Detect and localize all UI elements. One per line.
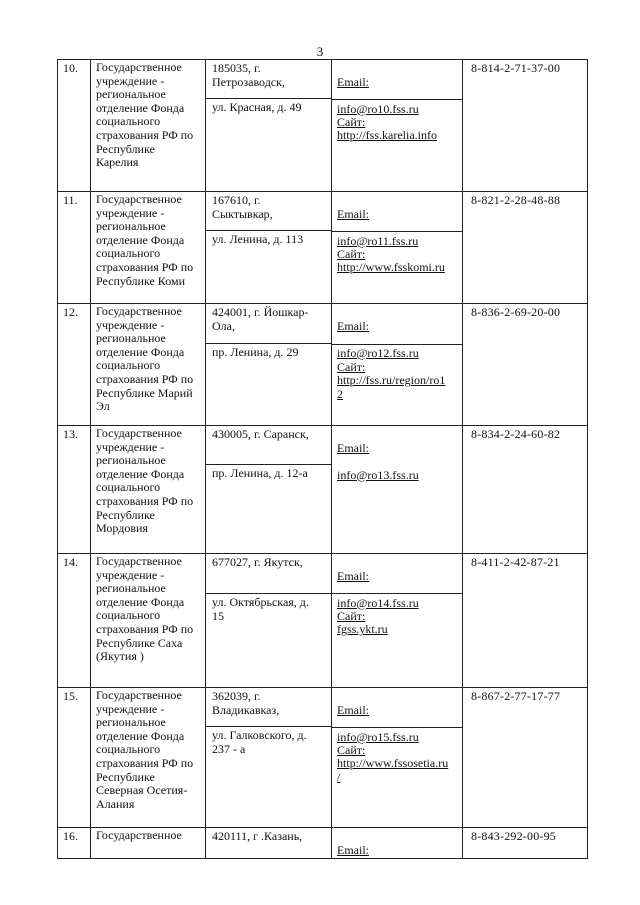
address-city: 185035, г. Петрозаводск, [206, 60, 331, 99]
email-label: Email: [337, 702, 369, 717]
phone-number: 8-834-2-24-60-82 [463, 426, 588, 554]
address-street: ул. Красная, д. 49 [212, 100, 302, 114]
table-row [58, 60, 588, 192]
contacts-cell [332, 60, 463, 192]
table-row [58, 304, 588, 426]
row-number: 12. [58, 304, 91, 426]
table-row [58, 828, 588, 859]
contacts-cell [332, 554, 463, 688]
address-city: 420111, г .Казань, [212, 829, 303, 843]
address-cell [206, 426, 332, 554]
institution-name: Государственное учреждение - региональное отделение Фонда социального страхования РФ по Республике Марий Эл [91, 304, 206, 426]
phone-number: 8-821-2-28-48-88 [463, 192, 588, 304]
email-link[interactable]: info@ro10.fss.ru [337, 101, 419, 116]
address-city: 430005, г. Саранск, [206, 426, 331, 465]
phone-number: 8-867-2-77-17-77 [463, 688, 588, 828]
email-label: Email: [337, 318, 369, 333]
site-label: Сайт: [337, 246, 366, 261]
address-street: ул. Октябрьская, д. 15 [212, 595, 309, 623]
site-link[interactable]: fgss.ykt.ru [337, 622, 388, 637]
contacts-cell [332, 304, 463, 426]
address-city: 362039, г. Владикавказ, [206, 688, 331, 727]
fss-offices-table [57, 59, 588, 859]
site-label: Сайт: [337, 359, 366, 374]
address-street: ул. Галковского, д. 237 - а [212, 728, 307, 756]
address-street: ул. Ленина, д. 113 [212, 232, 304, 246]
address-city: 677027, г. Якутск, [206, 554, 331, 594]
email-link[interactable]: info@ro15.fss.ru [337, 729, 419, 744]
table-row [58, 192, 588, 304]
email-label: Email: [337, 842, 369, 857]
contacts-cell [332, 828, 463, 859]
site-link[interactable]: http://fss.karelia.info [337, 128, 437, 143]
address-cell [206, 828, 332, 859]
contacts-cell [332, 426, 463, 554]
site-link[interactable]: http://www.fsskomi.ru [337, 260, 445, 275]
institution-name: Государственное учреждение - региональное отделение Фонда социального страхования РФ по Республике Карелия [91, 60, 206, 192]
institution-name: Государственное учреждение - региональное отделение Фонда социального страхования РФ по Республике Коми [91, 192, 206, 304]
email-link[interactable]: info@ro13.fss.ru [337, 467, 419, 482]
phone-number: 8-836-2-69-20-00 [463, 304, 588, 426]
email-link[interactable]: info@ro11.fss.ru [337, 233, 419, 248]
contacts-cell [332, 688, 463, 828]
email-label: Email: [337, 206, 369, 221]
site-link[interactable]: http://www.fssosetia.ru / [337, 756, 449, 784]
address-cell [206, 304, 332, 426]
row-number: 10. [58, 60, 91, 192]
site-label: Сайт: [337, 608, 366, 623]
site-label: Сайт: [337, 742, 366, 757]
email-link[interactable]: info@ro12.fss.ru [337, 345, 419, 360]
address-cell [206, 192, 332, 304]
row-number: 11. [58, 192, 91, 304]
phone-number: 8-411-2-42-87-21 [463, 554, 588, 688]
row-number: 14. [58, 554, 91, 688]
site-label: Сайт: [337, 114, 366, 129]
institution-name: Государственное [91, 828, 206, 859]
address-cell [206, 554, 332, 688]
email-label: Email: [337, 440, 369, 455]
email-label: Email: [337, 568, 369, 583]
institution-name: Государственное учреждение - региональное отделение Фонда социального страхования РФ по Республике Саха (Якутия ) [91, 554, 206, 688]
address-street: пр. Ленина, д. 12-а [212, 466, 308, 480]
contacts-cell [332, 192, 463, 304]
table-row [58, 554, 588, 688]
phone-number: 8-814-2-71-37-00 [463, 60, 588, 192]
email-label: Email: [337, 74, 369, 89]
row-number: 13. [58, 426, 91, 554]
page-number: 3 [316, 44, 324, 59]
row-number: 16. [58, 828, 91, 859]
address-cell [206, 60, 332, 192]
address-city: 424001, г. Йошкар- Ола, [206, 304, 331, 344]
institution-name: Государственное учреждение - региональное отделение Фонда социального страхования РФ по Республике Мордовия [91, 426, 206, 554]
institution-name: Государственное учреждение - региональное отделение Фонда социального страхования РФ по Республике Северная Осетия- Алания [91, 688, 206, 828]
address-street: пр. Ленина, д. 29 [212, 345, 299, 359]
address-cell [206, 688, 332, 828]
table-row [58, 426, 588, 554]
address-city: 167610, г. Сыктывкар, [206, 192, 331, 231]
email-link[interactable]: info@ro14.fss.ru [337, 595, 419, 610]
row-number: 15. [58, 688, 91, 828]
site-link[interactable]: http://fss.ru/region/ro1 2 [337, 373, 446, 401]
phone-number: 8-843-292-00-95 [463, 828, 588, 859]
table-row [58, 688, 588, 828]
